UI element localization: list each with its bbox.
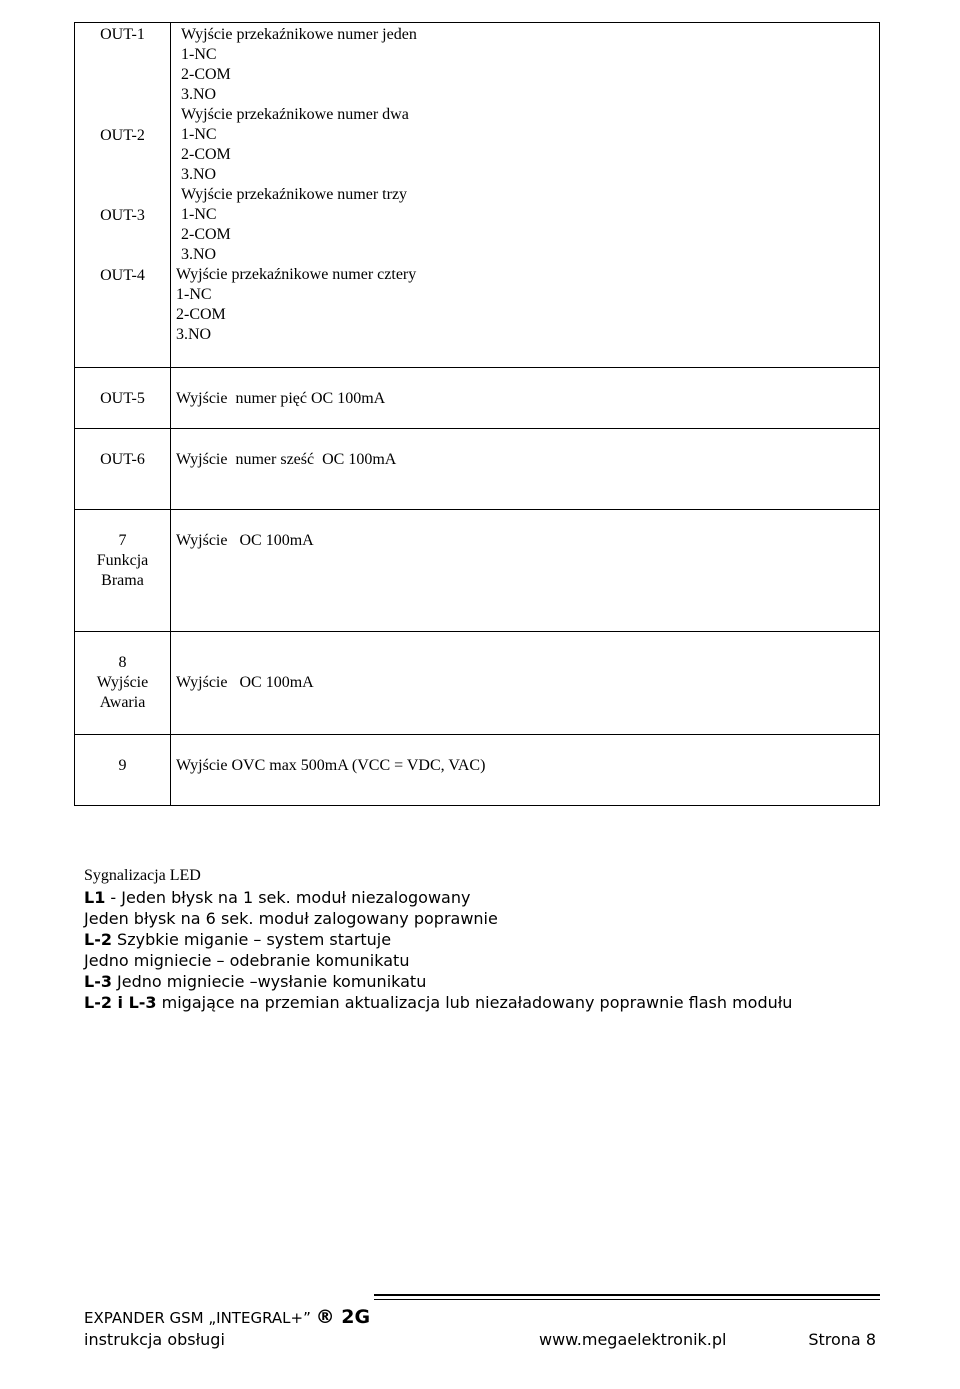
relay-descriptions-cell [171,23,880,368]
relay-3-nc: 1-NC [181,206,217,223]
relay-labels-cell [75,23,171,368]
relay-4-block [171,265,879,345]
relay-2-no: 3.NO [181,166,217,183]
relay-2-com: 2-COM [181,146,231,163]
relay-1-com: 2-COM [181,66,231,83]
led-line-key: L1 [84,888,106,907]
out7-function: Funkcja [96,552,149,569]
out4-label: OUT-4 [100,267,145,284]
relay-1-title: Wyjście przekaźnikowe numer jeden [181,26,417,43]
led-line-text: Jeden błysk na 6 sek. moduł zalogowany poprawnie [84,909,498,928]
led-line-text: Szybkie miganie – system startuje [111,930,392,949]
out5-desc: Wyjście numer pięć OC 100mA [176,390,386,407]
out7-number: 7 [118,532,127,549]
relay-1-block [171,25,879,105]
out6-label: OUT-6 [100,451,145,468]
led-line [84,950,792,971]
out8-row [75,632,880,735]
relay-4-nc: 1-NC [176,286,212,303]
out2-label: OUT-2 [100,127,145,144]
out6-desc: Wyjście numer sześć OC 100mA [176,451,397,468]
led-line-text: Jedno migniecie –wysłanie komunikatu [111,972,427,991]
led-line [84,908,792,929]
out7-name: Brama [101,572,144,589]
relay-3-title: Wyjście przekaźnikowe numer trzy [181,186,408,203]
footer-page-number: Strona 8 [808,1330,876,1349]
relay-4-com: 2-COM [176,306,226,323]
out1-label: OUT-1 [100,26,145,43]
led-line [84,971,792,992]
relay-2-title: Wyjście przekaźnikowe numer dwa [181,106,409,123]
footer-product-name: EXPANDER GSM „INTEGRAL+” [84,1309,311,1327]
led-line-text: migające na przemian aktualizacja lub niezaładowany poprawnie flash modułu [156,993,793,1012]
footer-product-mark: ® 2G [315,1306,371,1328]
led-line-key: L-2 [84,930,112,949]
footer-website-link[interactable]: www.megaelektronik.pl [539,1330,727,1349]
relay-4-no: 3.NO [176,326,212,343]
relay-2-nc: 1-NC [181,126,217,143]
out8-desc: Wyjście OC 100mA [176,674,314,691]
out8-function: Wyjście [96,674,149,691]
relay-3-block [171,185,879,265]
out6-row [75,429,880,510]
led-line-key: L-2 i L-3 [84,993,157,1012]
out9-row [75,735,880,806]
led-line-key: L-3 [84,972,112,991]
out3-label: OUT-3 [100,207,145,224]
relay-3-com: 2-COM [181,226,231,243]
out8-name: Awaria [99,694,146,711]
relay-4-title: Wyjście przekaźnikowe numer cztery [176,266,417,283]
footer-title [84,1308,370,1327]
out7-desc: Wyjście OC 100mA [176,532,314,549]
out7-row [75,510,880,632]
led-line [84,992,792,1013]
relay-outputs-row [75,23,880,368]
led-line [84,929,792,950]
led-signalling-section [84,866,792,1013]
relay-2-block [171,105,879,185]
led-line-text: Jedno migniecie – odebranie komunikatu [84,951,410,970]
out5-row [75,368,880,429]
led-line-text: - Jeden błysk na 1 sek. moduł niezalogowany [105,888,471,907]
relay-1-nc: 1-NC [181,46,217,63]
footer-subtitle: instrukcja obsługi [84,1330,225,1349]
out9-label: 9 [118,757,127,774]
footer-rule-thin [374,1299,880,1300]
out5-label: OUT-5 [100,390,145,407]
out9-desc: Wyjście OVC max 500mA (VCC = VDC, VAC) [176,757,486,774]
led-line [84,887,792,908]
relay-3-no: 3.NO [181,246,217,263]
out8-number: 8 [118,654,127,671]
outputs-table [74,22,880,806]
led-heading: Sygnalizacja LED [84,867,201,884]
relay-1-no: 3.NO [181,86,217,103]
footer-rule [374,1294,880,1296]
